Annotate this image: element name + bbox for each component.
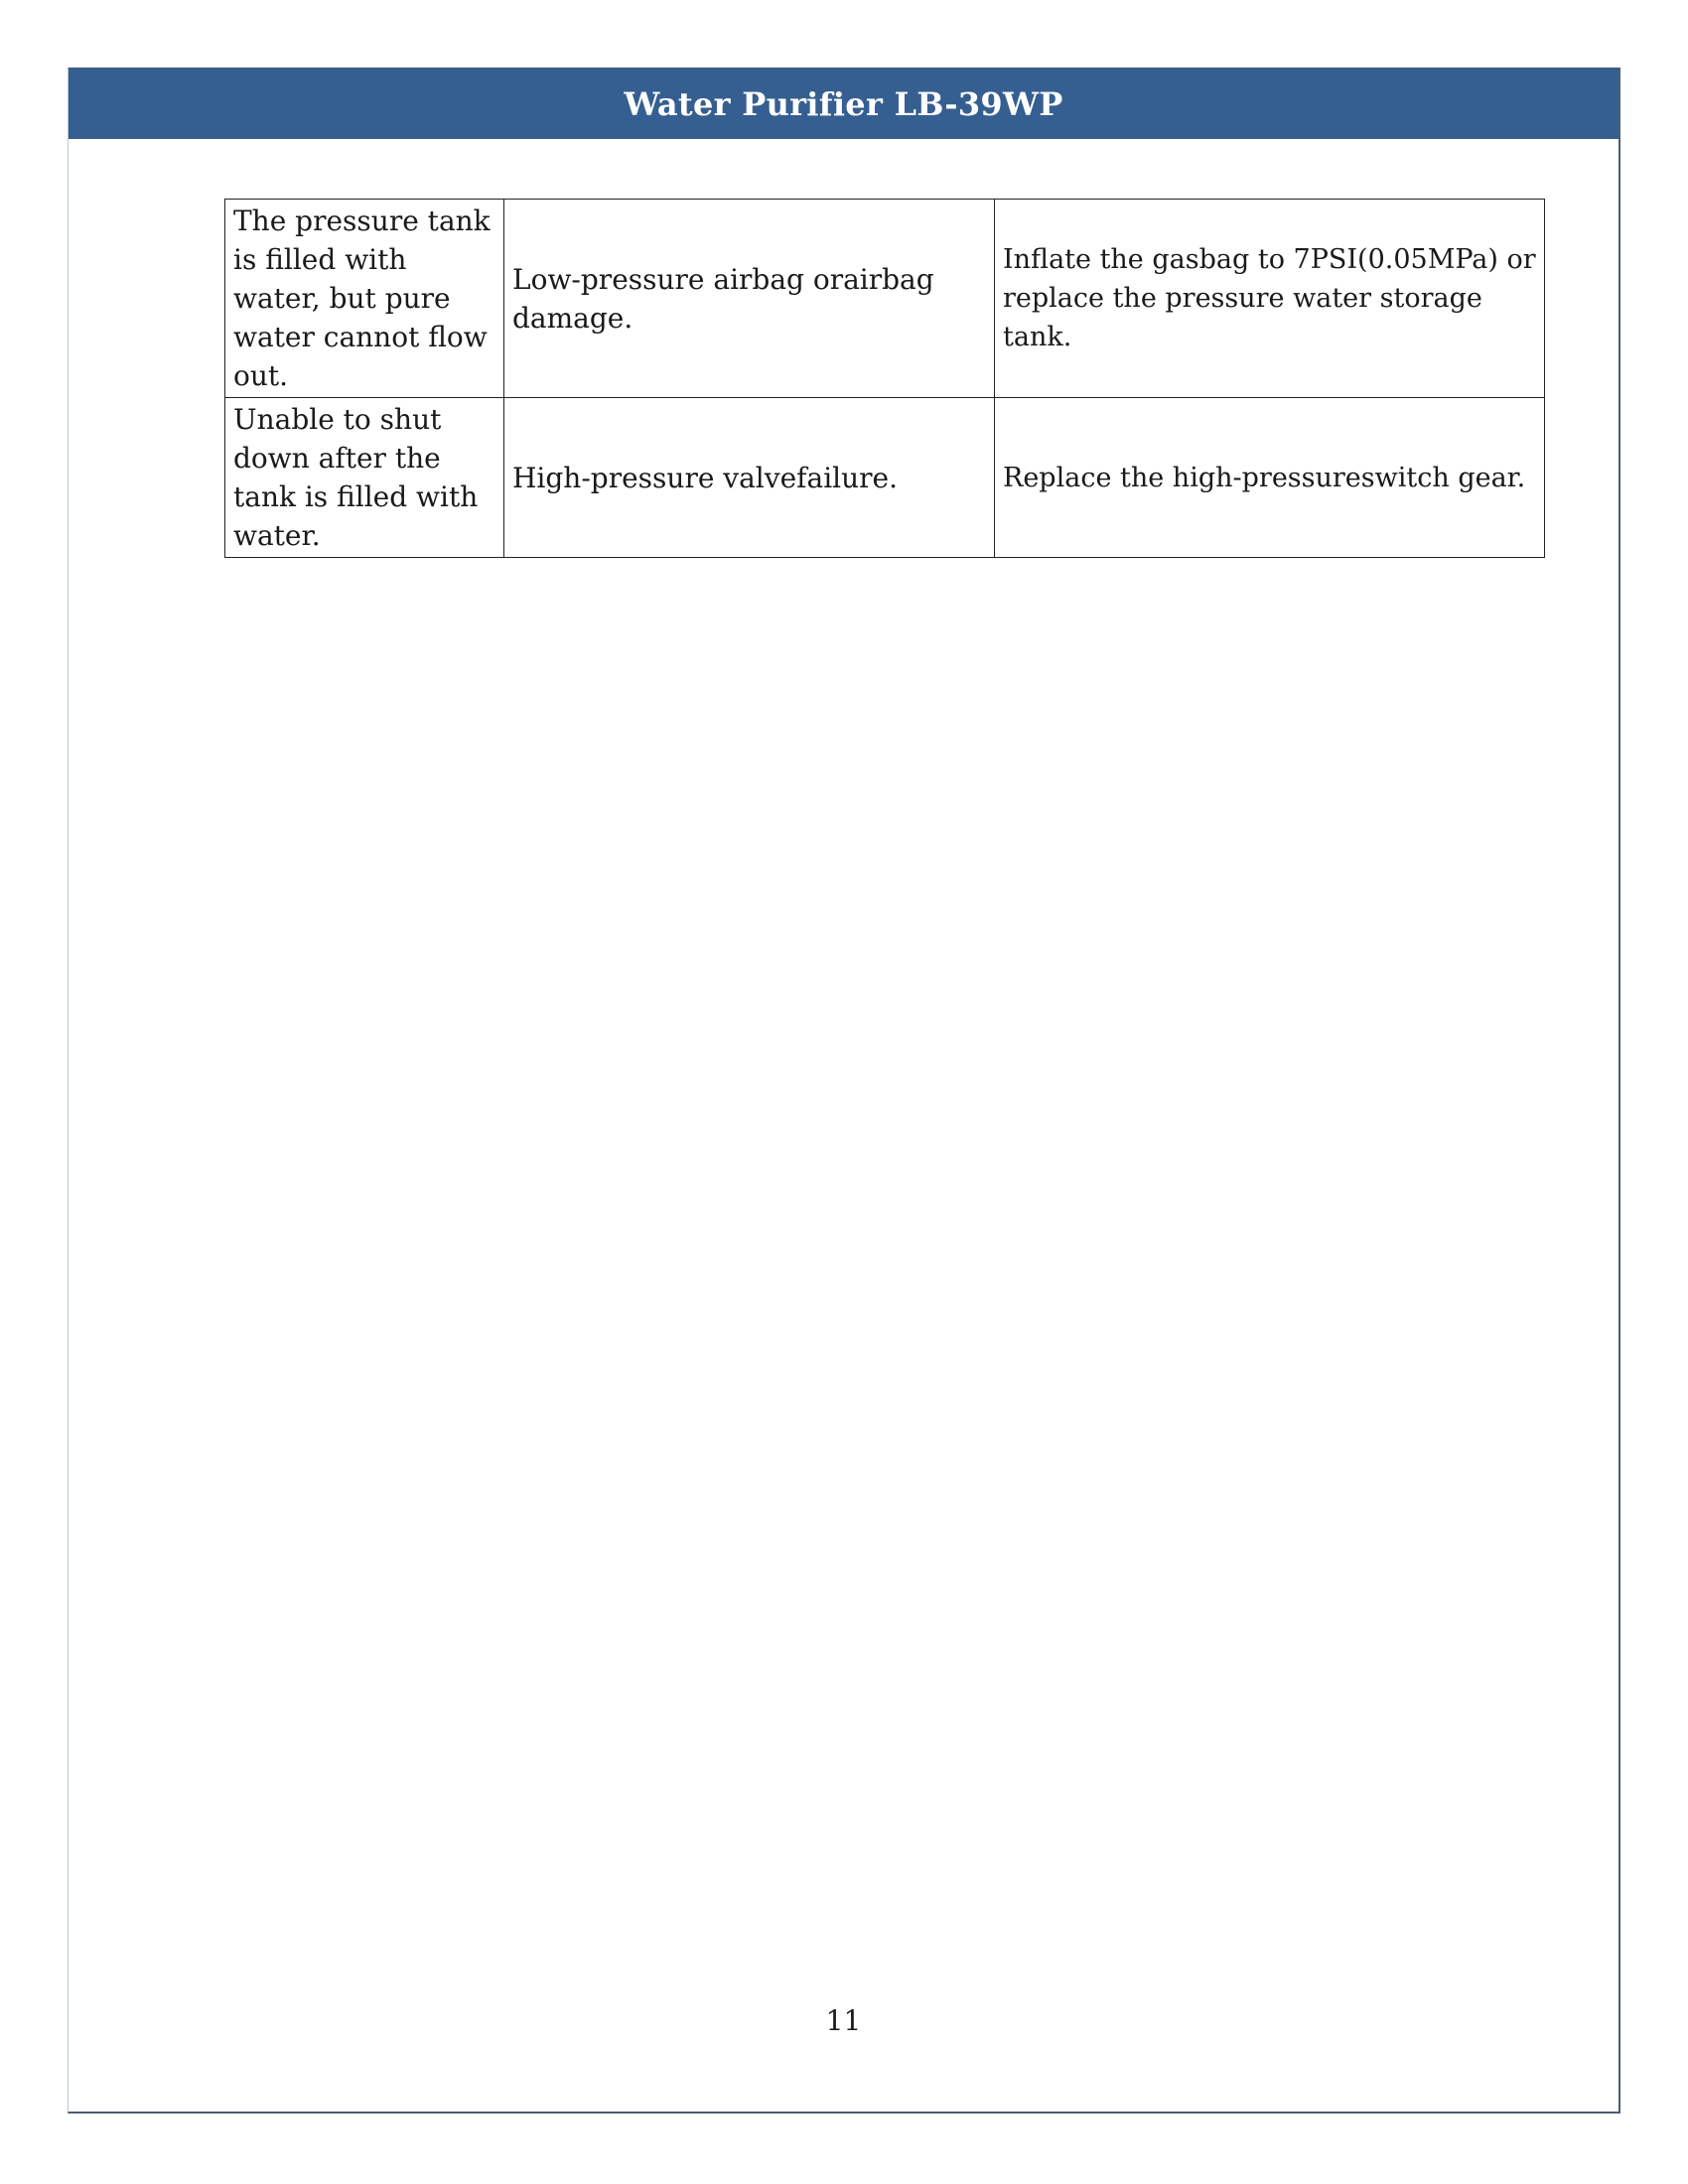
solution-cell: Inflate the gasbag to 7PSI(0.05MPa) or replace the pressure water storage tank. <box>995 200 1545 398</box>
table-row <box>225 398 1545 558</box>
cause-cell: High-pressure valvefailure. <box>504 398 995 558</box>
cause-cell: Low-pressure airbag orairbag damage. <box>504 200 995 398</box>
header-band <box>69 68 1618 139</box>
troubleshooting-table <box>224 199 1545 558</box>
table-row <box>225 200 1545 398</box>
problem-cell: The pressure tank is filled with water, but pure water cannot flow out. <box>225 200 504 398</box>
page-frame <box>68 68 1620 2114</box>
page-number: 11 <box>825 2004 862 2037</box>
solution-cell: Replace the high-pressureswitch gear. <box>995 398 1545 558</box>
problem-cell: Unable to shut down after the tank is filled with water. <box>225 398 504 558</box>
page-title: Water Purifier LB-39WP <box>624 84 1063 123</box>
